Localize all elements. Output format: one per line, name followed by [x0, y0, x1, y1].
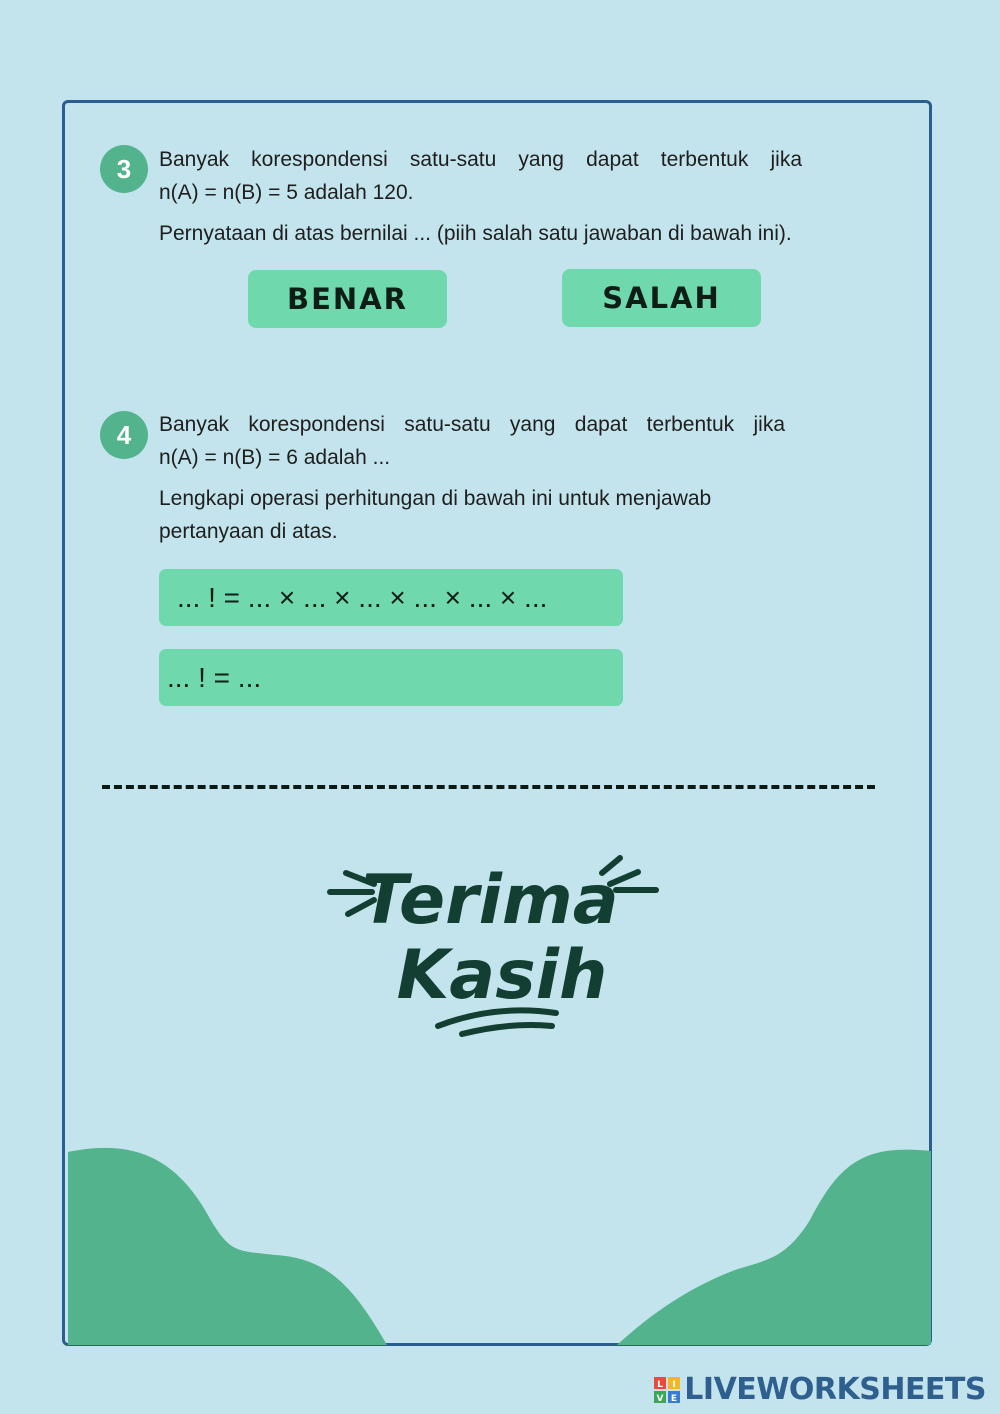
benar-button[interactable]: BENAR [248, 270, 447, 328]
salah-button[interactable]: SALAH [562, 269, 761, 327]
right-hill-shape [617, 1150, 931, 1345]
question-4-line-2: n(A) = n(B) = 6 adalah ... [159, 446, 391, 469]
kasih-text: Kasih [396, 936, 608, 1015]
liveworksheets-logo-icon [654, 1377, 680, 1403]
section-divider [102, 785, 875, 789]
factorial-result-field[interactable]: ... ! = ... [159, 649, 623, 706]
question-3-text [159, 143, 802, 209]
liveworksheets-brand [654, 1372, 986, 1407]
question-3-line-2: n(A) = n(B) = 5 adalah 120. [159, 181, 414, 204]
svg-text:V: V [656, 1393, 664, 1403]
terima-kasih-graphic [320, 840, 680, 1045]
question-4-instruction-line-1: Lengkapi operasi perhitungan di bawah ini untuk menjawab [159, 487, 712, 510]
svg-text:E: E [671, 1393, 678, 1403]
factorial-expansion-field[interactable]: ... ! = ... × ... × ... × ... × ... × ... [159, 569, 623, 626]
question-4-badge: 4 [100, 411, 148, 459]
question-3-line-1: Banyak korespondensi satu-satu yang dapat terbentuk jika [159, 148, 802, 171]
question-4-instruction-line-2: pertanyaan di atas. [159, 520, 338, 543]
svg-text:I: I [672, 1379, 676, 1390]
terima-text: Terima [361, 861, 619, 940]
decorative-hills [65, 1100, 935, 1345]
left-hill-shape [68, 1148, 387, 1345]
question-4-text [159, 408, 785, 474]
svg-text:L: L [657, 1379, 664, 1390]
question-3-badge: 3 [100, 145, 148, 193]
question-4-instruction [159, 482, 711, 548]
question-3-instruction: Pernyataan di atas bernilai ... (piih salah satu jawaban di bawah ini). [159, 222, 792, 245]
brand-name: LIVEWORKSHEETS [684, 1372, 986, 1407]
question-4-line-1: Banyak korespondensi satu-satu yang dapat terbentuk jika [159, 413, 785, 436]
